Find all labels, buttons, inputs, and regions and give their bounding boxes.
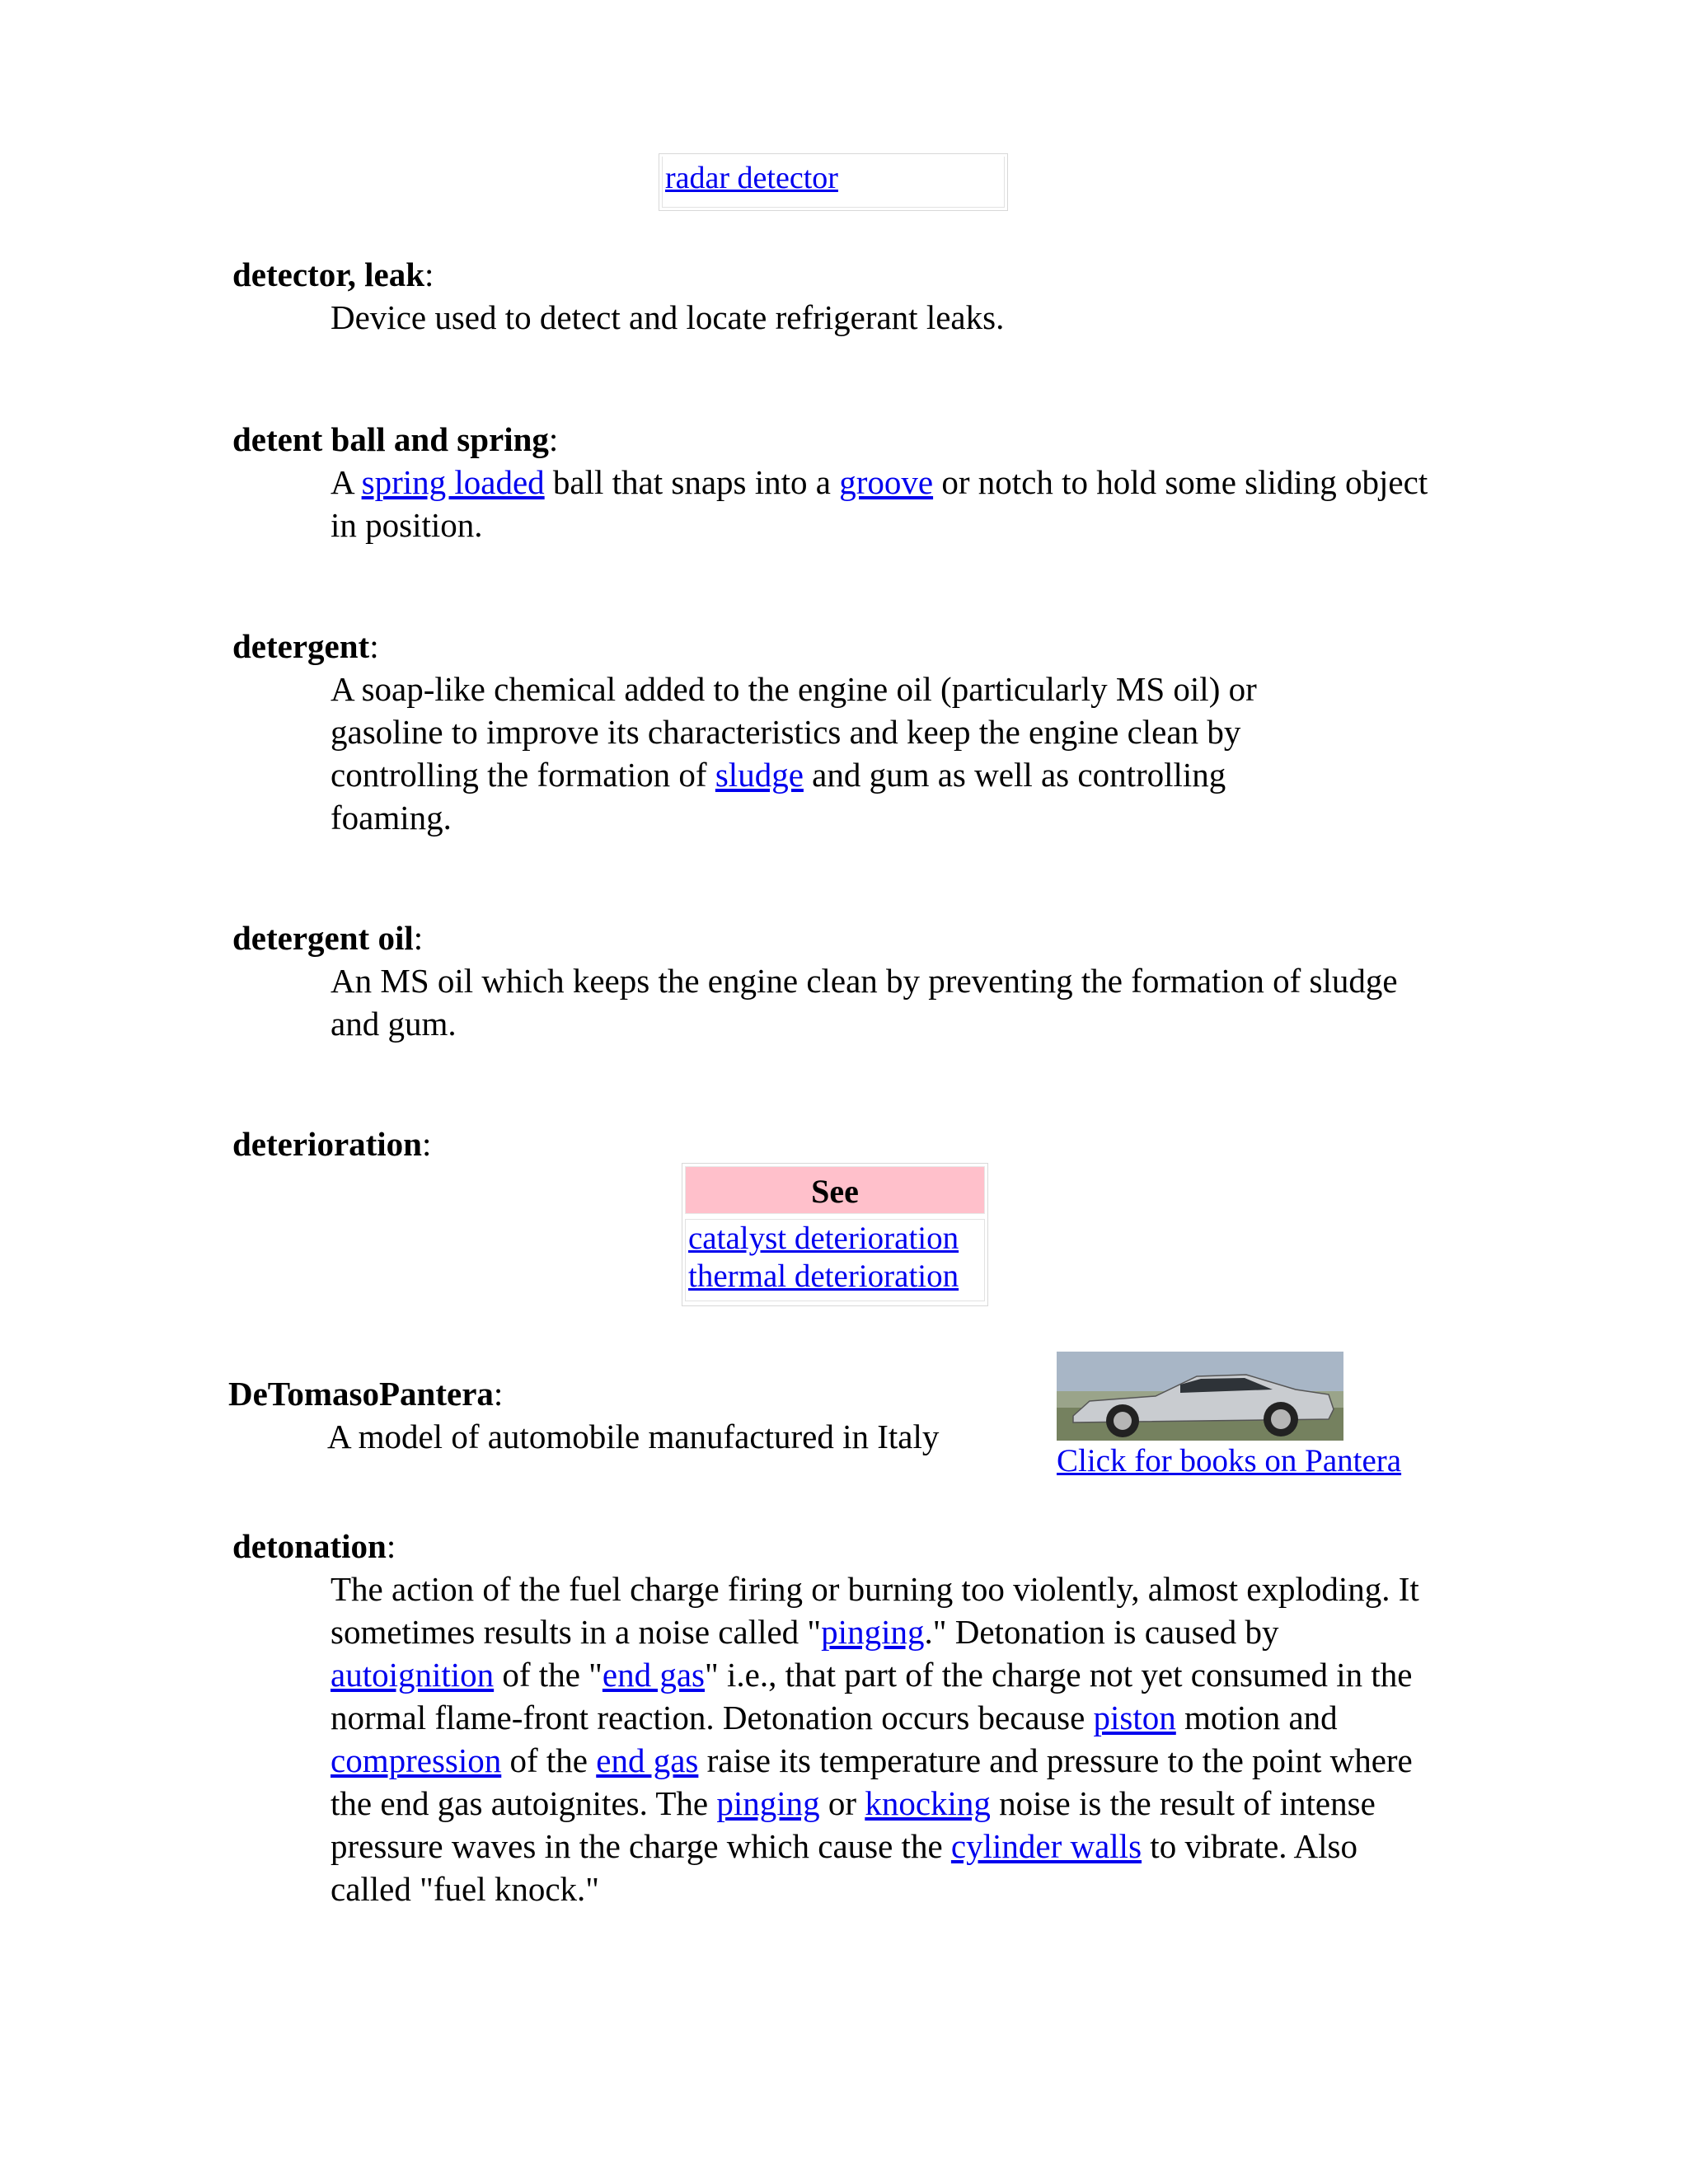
definition-detonation xyxy=(331,1568,1435,1910)
term-detergent-oil xyxy=(232,916,423,959)
term-title: deterioration xyxy=(232,1125,422,1163)
term-title: detonation xyxy=(232,1527,387,1565)
link-spring-loaded[interactable]: spring loaded xyxy=(361,463,545,501)
car-icon xyxy=(1057,1352,1343,1441)
link-pinging[interactable]: pinging xyxy=(716,1784,820,1822)
link-piston[interactable]: piston xyxy=(1093,1699,1176,1736)
link-cylinder-walls[interactable]: cylinder walls xyxy=(950,1827,1142,1865)
def-text: raise its temperature and pressure to the point where the end gas autoignites. The xyxy=(331,1741,1413,1822)
def-text: of the " xyxy=(494,1656,603,1694)
def-text: A xyxy=(331,463,362,501)
term-colon: : xyxy=(413,919,424,957)
term-title: detector, leak xyxy=(232,255,425,293)
link-sludge[interactable]: sludge xyxy=(715,756,804,794)
def-text: or notch to hold some sliding object in position. xyxy=(331,463,1428,544)
term-colon: : xyxy=(421,1125,432,1163)
term-colon: : xyxy=(369,627,379,665)
term-colon: : xyxy=(548,420,559,458)
see-links xyxy=(685,1219,985,1301)
term-detergent xyxy=(232,625,379,668)
definition-detector-leak: Device used to detect and locate refrigerant leaks. xyxy=(331,298,1005,336)
term-title: DeTomasoPantera xyxy=(228,1375,494,1413)
link-pinging[interactable]: pinging xyxy=(821,1613,925,1651)
link-compression[interactable]: compression xyxy=(331,1741,502,1779)
term-title: detent ball and spring xyxy=(232,420,549,458)
see-also-cell xyxy=(662,157,1005,208)
definition-detergent-oil: An MS oil which keeps the engine clean by preventing the formation of sludge and gum. xyxy=(331,962,1398,1043)
term-colon: : xyxy=(493,1375,504,1413)
def-text: to vibrate. Also called "fuel knock." xyxy=(331,1827,1357,1908)
def-text: " i.e., that part of the charge not yet consumed in the normal flame-front reaction. Detonation occurs because xyxy=(331,1656,1413,1736)
def-text: or xyxy=(819,1784,865,1822)
definition-detergent xyxy=(331,668,1353,839)
see-also-box-top xyxy=(659,153,1008,211)
link-knocking[interactable]: knocking xyxy=(865,1784,991,1822)
see-header: See xyxy=(685,1166,985,1214)
term-title: detergent oil xyxy=(232,919,414,957)
term-detector-leak xyxy=(232,253,434,296)
term-detomaso-pantera xyxy=(228,1372,503,1415)
def-text: noise is the result of intense pressure waves in the charge which cause the xyxy=(331,1784,1376,1865)
definition-detomaso-pantera: A model of automobile manufactured in Italy xyxy=(327,1418,940,1455)
link-groove[interactable]: groove xyxy=(839,463,934,501)
link-end-gas[interactable]: end gas xyxy=(596,1741,699,1779)
definition-detent-ball-and-spring xyxy=(331,461,1451,546)
term-colon: : xyxy=(424,255,434,293)
pantera-car-image[interactable] xyxy=(1057,1352,1343,1441)
link-end-gas[interactable]: end gas xyxy=(602,1656,705,1694)
def-text: A soap-like chemical added to the engine oil (particularly MS oil) or gasoline to improve its characteristics and keep the engine clean by controlling the formation of xyxy=(331,670,1257,794)
def-text: The action of the fuel charge firing or burning too violently, almost exploding. It sometimes results in a noise called " xyxy=(331,1570,1419,1651)
link-thermal-deterioration[interactable]: thermal deterioration xyxy=(688,1258,959,1294)
def-text: and gum as well as controlling foaming. xyxy=(331,756,1226,837)
def-text: ." Detonation is caused by xyxy=(924,1613,1279,1651)
link-radar-detector[interactable]: radar detector xyxy=(665,161,838,195)
see-also-box-deterioration xyxy=(682,1163,988,1306)
term-colon: : xyxy=(386,1527,396,1565)
def-text: motion and xyxy=(1175,1699,1338,1736)
link-books-on-pantera[interactable]: Click for books on Pantera xyxy=(1057,1443,1402,1479)
term-detent-ball-and-spring xyxy=(232,418,558,461)
term-deterioration xyxy=(232,1122,431,1165)
term-title: detergent xyxy=(232,627,370,665)
link-catalyst-deterioration[interactable]: catalyst deterioration xyxy=(688,1221,959,1256)
link-autoignition[interactable]: autoignition xyxy=(331,1656,495,1694)
term-detonation xyxy=(232,1525,396,1568)
def-text: of the xyxy=(501,1741,597,1779)
def-text: ball that snaps into a xyxy=(544,463,840,501)
